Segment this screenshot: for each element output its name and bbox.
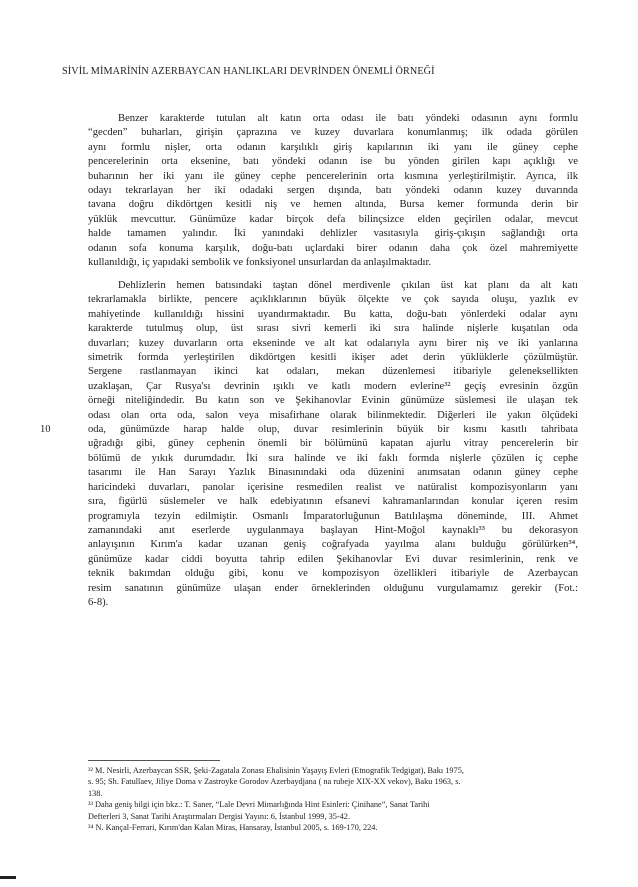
text-line: kullanıldığı, iç yapıdaki sembolik ve fonksiyonel unsurlardan da anlaşılmaktadır. — [88, 257, 432, 269]
text-line: odası olan orta oda, salon veya misafirhane olarak bilinmektedir. Diğerleri ile yakın ölçüdeki — [88, 409, 578, 421]
footnote-line: s. 95; Sh. Fatullaev, Jiliye Doma v Zastroyke Gorodov Azerbaydjana ( na rubeje XIX-XX vekov), Baku 1963, s. — [88, 777, 461, 787]
text-line: pencerelerinin orta eksenine, batı yöndeki odanın ise bu yönden girilen kapı açıklığı ve — [88, 156, 578, 168]
footnote-line: 138. — [88, 788, 103, 798]
text-line: oda, günümüzde harap halde olup, duvar resimlerinin büyük bir kısmı kasıtlı tahribata — [88, 424, 578, 436]
text-line: yüklük mevcuttur. Günümüze kadar birçok defa bilinçsizce elden geçirilen odalar, mevcut — [88, 213, 578, 225]
text-line: halde tamamen yalındır. İki yanındaki dehlizler vasıtasıyla giriş-çıkışın sağlandığı orta — [88, 228, 578, 240]
footnote-line: ³⁴ N. Kançal-Ferrari, Kırım'dan Kalan Miras, Hansaray, İstanbul 2005, s. 169-170, 224. — [88, 823, 378, 833]
text-line: Benzer karakterde tutulan alt katın orta odası ile batı yöndeki odasının aynı formlu — [118, 113, 578, 124]
text-line: tekrarlamakla birlikte, pencere açıklıklarının büyük ölçekte ve çok sayıda oluşu, yazlık ev — [88, 294, 578, 306]
text-line: sıra, figürlü süslemeler ve halk edebiyatının efsanevi kahramanlarından konular içeren resim — [88, 496, 578, 508]
footnotes — [88, 765, 578, 833]
text-line: tasarımı ile Han Sarayı Yazlık Binasınındaki oda düzenini anımsatan odanın güney cephe — [88, 467, 578, 479]
text-line: bölümü de yıkık durumdadır. İki sıra halinde ve iki faklı formda nişlerle çözülen iç cephe — [88, 452, 578, 464]
footnote-line: ³³ Daha geniş bilgi için bkz.: T. Saner, “Lale Devri Mimarlığında Hint Esinleri: Çinihane”, Sanat Tarihi — [88, 800, 430, 810]
text-line: uzaklaşan, Çar Rusya'sı devrinin ışıklı ve katlı modern evlerine³² geçiş evresinin özgün — [88, 380, 578, 392]
text-line: tavana doğru dikdörtgen kesitli niş ve hemen altında, Bursa kemer formunda derin bir — [88, 199, 578, 211]
text-line: örneği niteliğindedir. Bu katın son ve Şekihanovlar Evinin günümüze süslemesi ile ulaşan tek — [88, 395, 578, 407]
footnote-line: Defterleri 3, Sanat Tarihi Araştırmaları Dergisi Yayını: 6, İstanbul 1999, 35-42. — [88, 811, 351, 821]
text-line: aynı formlu nişler, orta odanın karşılıklı giriş kapılarının iki yanı ile güney cephe — [88, 141, 578, 153]
crop-mark — [0, 876, 16, 879]
text-line: 6-8). — [88, 596, 109, 608]
text-line: programıyla tezyin edilmiştir. Osmanlı İmparatorluğunun Batılılaşma döneminde, III. Ahmet — [88, 510, 578, 522]
text-line: günümüze kadar ciddi boyutta tahrip edilen Şekihanovlar Evi duvar resimlerinin, renk ve — [88, 553, 578, 565]
running-head: SİVİL MİMARİNİN AZERBAYCAN HANLIKLARI DEVRİNDEN ÖNEMLİ ÖRNEĞİ — [62, 66, 435, 77]
text-line: Dehlizlerin hemen batısındaki taştan dönel merdivenle çıkılan üst kat planı da alt katı — [118, 280, 578, 291]
text-line: “gecden” buharları, girişin çaprazına ve kuzey duvarlara konumlanmış; ilk odada görülen — [88, 127, 578, 139]
footnote-line: ³² M. Nesirli, Azerbaycan SSR, Şeki-Zagatala Zonası Ehalisinin Yaşayış Evleri (Etnografik Tedgigat), Bakı 1975, — [88, 766, 464, 775]
text-line: odayı tekrarlayan her iki odadaki sergen dışında, batı yöndeki odanın kuzey duvarında — [88, 185, 578, 197]
text-line: odanın sofa konuma karşılık, doğu-batı uçlardaki birer odanın daha çok özel mahremiyette — [88, 242, 578, 254]
margin-line-number: 10 — [40, 424, 51, 435]
text-line: haricindeki duvarları, panolar içerisine resmedilen realist ve natüralist kompozisyonların yanı — [88, 481, 578, 493]
text-line: simetrik formda yerleştirilen dikdörtgen kesitli ikişer adet derin yüklüklerle çözülmüştür. — [88, 352, 578, 364]
text-line: duvarları; kuzey duvarların orta ekseninde ve alt kat odalarıyla aynı birer niş ve iki yanlarına — [88, 337, 578, 349]
text-line: anlayışının Kırım'a kadar uzanan geniş coğrafyada yayılma alanı bulduğu görülürken³⁴, — [88, 539, 578, 551]
text-line: resim sanatının günümüze ulaşan ender örneklerinden olduğunu vurgulamamız gerekir (Fot.: — [88, 582, 578, 594]
text-line: mahiyetinde kullanıldığı hissini uyandırmaktadır. Bu katta, doğu-batı yönlerdeki odalar aynı — [88, 308, 578, 320]
text-line: karakterde tutulmuş olup, üst sırası sivri kemerli iki sıra halinde nişlerle kuşatılan oda — [88, 323, 578, 335]
text-line: zamanındaki anıt eserlerde uygulanmaya başlayan Hint-Moğol kaynaklı³³ bu dekorasyon — [88, 524, 578, 536]
text-line: uğradığı gibi, güney cephenin önemli bir bölümünü kapatan ajurlu vitray pencerelerin bir — [88, 438, 578, 450]
paragraph-2 — [88, 279, 578, 610]
text-line: buharının her iki yanı ile güney cephe pencerelerinin orta kısmına yerleştirilmiştir. Ayrıca, ilk — [88, 170, 578, 182]
text-line: teknik bakımdan olduğu gibi, konu ve kompozisyon özellikleri itibariyle de Azerbaycan — [88, 568, 578, 580]
text-line: Sergene rastlanmayan ikinci kat odaları, mekan düzenlemesi itibariyle geleneksellikten — [88, 366, 578, 378]
paragraph-1 — [88, 112, 578, 270]
footnote-separator — [88, 760, 220, 761]
